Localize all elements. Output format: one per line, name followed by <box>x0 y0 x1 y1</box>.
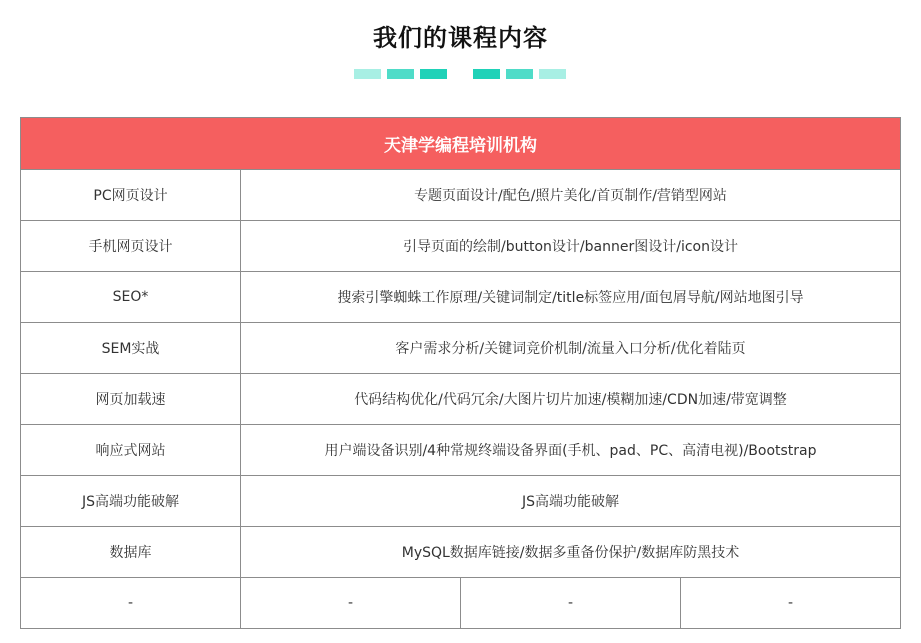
course-content: 代码结构优化/代码冗余/大图片切片加速/模糊加速/CDN加速/带宽调整 <box>241 374 901 425</box>
table-row <box>21 476 901 527</box>
decoration-bar <box>387 69 414 79</box>
course-name: SEO* <box>21 272 241 323</box>
course-content: 专题页面设计/配色/照片美化/首页制作/营销型网站 <box>241 170 901 221</box>
footer-cell: - <box>21 578 241 629</box>
decoration-bar <box>354 69 381 79</box>
course-name: 手机网页设计 <box>21 221 241 272</box>
course-content: 引导页面的绘制/button设计/banner图设计/icon设计 <box>241 221 901 272</box>
table-footer-row <box>21 578 901 629</box>
course-content: 客户需求分析/关键词竞价机制/流量入口分析/优化着陆页 <box>241 323 901 374</box>
course-content: 用户端设备识别/4种常规终端设备界面(手机、pad、PC、高清电视)/Bootstrap <box>241 425 901 476</box>
course-table <box>20 117 901 629</box>
table-row <box>21 323 901 374</box>
decoration-bar <box>539 69 566 79</box>
table-row <box>21 272 901 323</box>
course-name: 网页加载速 <box>21 374 241 425</box>
table-header: 天津学编程培训机构 <box>21 118 901 170</box>
course-name: 响应式网站 <box>21 425 241 476</box>
table-header-row <box>21 118 901 170</box>
decoration-bar <box>420 69 447 79</box>
footer-cell: - <box>681 578 901 629</box>
table-row <box>21 170 901 221</box>
footer-cell: - <box>241 578 461 629</box>
title-decoration <box>0 69 921 79</box>
course-name: SEM实战 <box>21 323 241 374</box>
course-name: JS高端功能破解 <box>21 476 241 527</box>
course-content: 搜索引擎蜘蛛工作原理/关键词制定/title标签应用/面包屑导航/网站地图引导 <box>241 272 901 323</box>
table-row <box>21 221 901 272</box>
course-name: 数据库 <box>21 527 241 578</box>
decoration-bar <box>473 69 500 79</box>
table-row <box>21 374 901 425</box>
table-row <box>21 425 901 476</box>
table-row <box>21 527 901 578</box>
decoration-bar <box>506 69 533 79</box>
course-content: MySQL数据库链接/数据多重备份保护/数据库防黑技术 <box>241 527 901 578</box>
footer-cell: - <box>461 578 681 629</box>
page-title: 我们的课程内容 <box>373 24 548 52</box>
course-content: JS高端功能破解 <box>241 476 901 527</box>
course-name: PC网页设计 <box>21 170 241 221</box>
